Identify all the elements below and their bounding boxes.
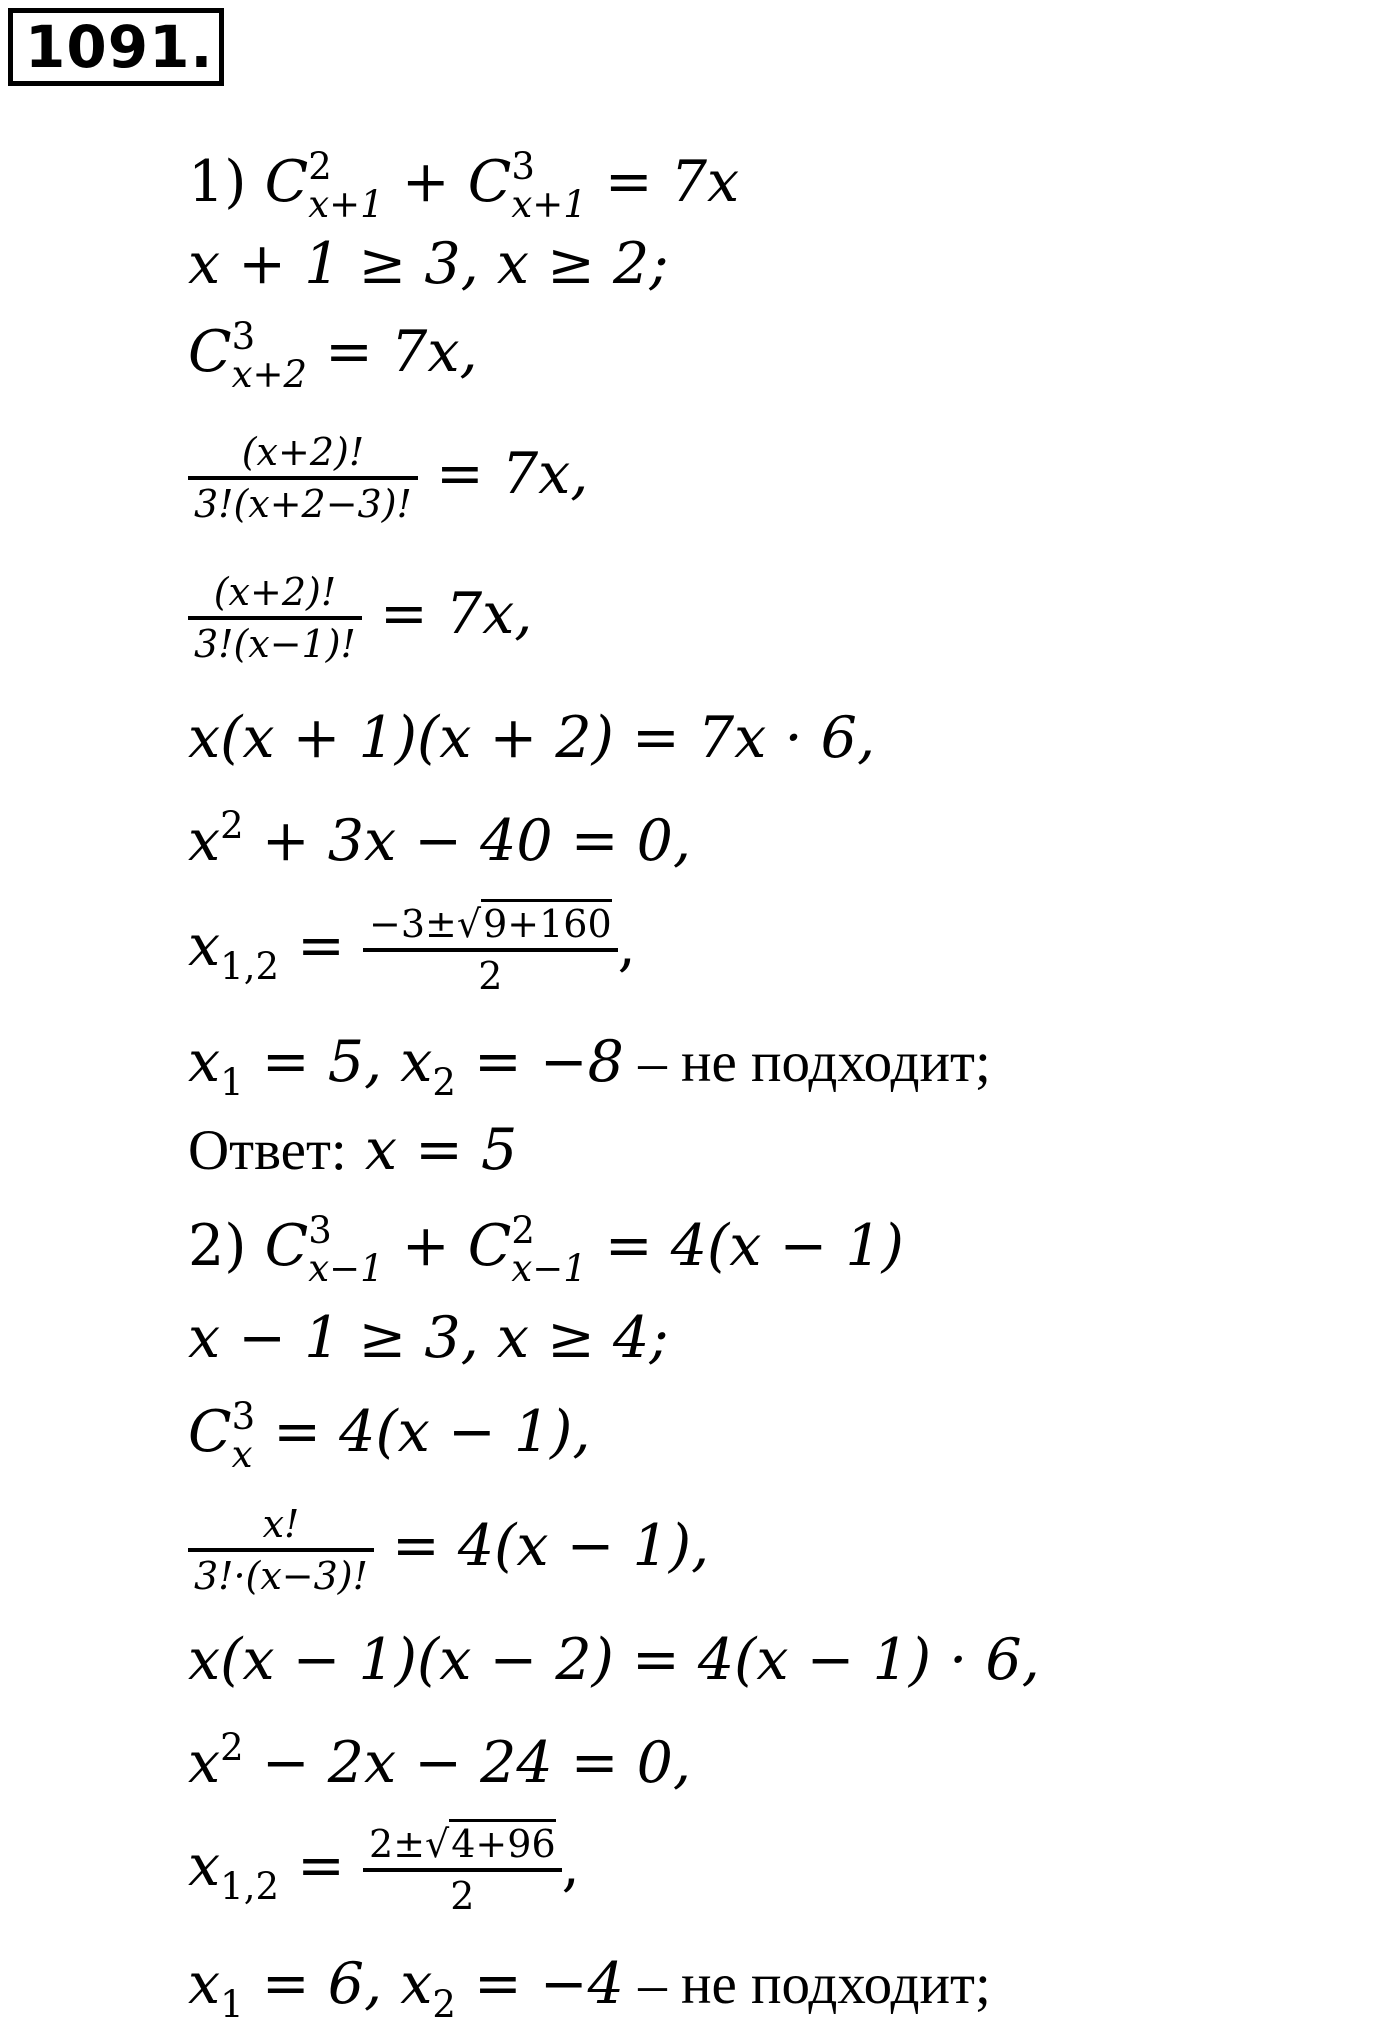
- subscript: 2: [432, 1061, 456, 1104]
- binom-sup: 2: [511, 1209, 535, 1252]
- exponent: 2: [220, 804, 244, 847]
- p1-line-7: [188, 794, 691, 873]
- equation-rhs: = 7x: [604, 149, 740, 216]
- subscript: 1: [220, 1061, 244, 1104]
- binom-sub: x−1: [511, 1247, 587, 1290]
- p2-line-2: x − 1 ≥ 3, x ≥ 4;: [188, 1305, 669, 1371]
- binom-script: [231, 315, 308, 396]
- fraction: [188, 568, 362, 668]
- equation-part: = −4: [474, 1951, 624, 2017]
- equation-rhs: = 7x,: [379, 581, 533, 648]
- binom-c: C: [188, 1399, 232, 1466]
- comma: ,: [617, 913, 636, 980]
- p1-line-1: [188, 145, 740, 226]
- var-x: x: [188, 913, 221, 980]
- exponent: 2: [220, 1726, 244, 1769]
- fraction-denominator: 3!(x+2−3)!: [194, 482, 412, 526]
- p2-line-6: [188, 1716, 691, 1795]
- var-x: x: [188, 1730, 221, 1796]
- binom-c: C: [264, 149, 309, 216]
- binom-sub: x+1: [511, 183, 587, 226]
- fraction-denominator: 2: [478, 954, 503, 998]
- p2-line-7: [188, 1820, 580, 1920]
- binom-sub: x−1: [308, 1247, 384, 1290]
- p1-line-6: x(x + 1)(x + 2) = 7x · 6,: [188, 705, 876, 771]
- equals-sign: =: [297, 913, 345, 980]
- equation-rhs: = 7x,: [435, 441, 589, 508]
- binom-sup: 2: [308, 145, 332, 188]
- fraction-numerator: (x+2)!: [188, 428, 418, 480]
- binom-c: C: [467, 1213, 512, 1280]
- p2-label: 2): [188, 1213, 247, 1280]
- equation-part: = 5, x: [261, 1029, 433, 1095]
- answer-value: x = 5: [364, 1117, 518, 1183]
- fraction-denominator: 3!(x−1)!: [194, 622, 356, 666]
- p2-line-8: [188, 1952, 991, 2037]
- comma: ,: [561, 1833, 580, 1900]
- subscript: 1: [220, 1983, 244, 2026]
- var-x: x: [188, 808, 221, 874]
- subscript: 1,2: [220, 945, 279, 989]
- binom-c: C: [188, 319, 232, 386]
- rejection-note: – не подходит;: [623, 1953, 991, 2016]
- binom-script: [511, 1209, 587, 1290]
- fraction-numerator: 2±√: [369, 1822, 450, 1866]
- equation-rhs: = 4(x − 1),: [392, 1513, 710, 1580]
- fraction-denominator: 2: [450, 1874, 475, 1918]
- subscript: 2: [432, 1983, 456, 2026]
- p1-line-9: [188, 1030, 991, 1115]
- p2-line-5: x(x − 1)(x − 2) = 4(x − 1) · 6,: [188, 1627, 1040, 1693]
- equation-rest: − 2x − 24 = 0,: [261, 1730, 692, 1796]
- radicand: 9+160: [481, 899, 612, 946]
- var-x: x: [188, 1951, 221, 2017]
- p2-line-1: [188, 1209, 904, 1290]
- equation-rhs: = 4(x − 1): [604, 1213, 904, 1280]
- rejection-note: – не подходит;: [623, 1031, 991, 1094]
- binom-script: [308, 1209, 384, 1290]
- equation-part: = −8: [474, 1029, 624, 1095]
- binom-c: C: [264, 1213, 309, 1280]
- p1-line-2: x + 1 ≥ 3, x ≥ 2;: [188, 231, 669, 297]
- binom-sup: 3: [231, 315, 256, 358]
- p2-line-4: [188, 1500, 709, 1600]
- binom-script: [511, 145, 587, 226]
- binom-sub: x+1: [308, 183, 384, 226]
- fraction: [363, 900, 618, 1000]
- fraction: [188, 428, 418, 528]
- fraction-numerator: (x+2)!: [188, 568, 362, 620]
- equation-rhs: = 7x,: [325, 319, 478, 386]
- p1-answer: [188, 1118, 517, 1183]
- equals-sign: =: [297, 1833, 345, 1900]
- equation-part: = 6, x: [261, 1951, 433, 2017]
- p1-label: 1): [188, 149, 247, 216]
- equation-rhs: = 4(x − 1),: [273, 1399, 591, 1466]
- binom-sub: x: [231, 1433, 253, 1476]
- var-x: x: [188, 1833, 221, 1900]
- p1-line-3: [188, 315, 478, 396]
- p1-line-8: [188, 900, 636, 1000]
- p1-line-5: [188, 568, 532, 668]
- fraction-numerator: −3±√: [369, 902, 482, 946]
- binom-sub: x+2: [231, 353, 308, 396]
- binom-script: [231, 1395, 256, 1476]
- radicand: 4+96: [449, 1819, 555, 1866]
- binom-script: [308, 145, 384, 226]
- answer-label: Ответ:: [188, 1119, 347, 1182]
- equation-rest: + 3x − 40 = 0,: [261, 808, 692, 874]
- var-x: x: [188, 1029, 221, 1095]
- p2-line-3: [188, 1395, 591, 1476]
- binom-c: C: [467, 149, 512, 216]
- binom-sup: 3: [511, 145, 535, 188]
- problem-number-badge: 1091.: [8, 8, 224, 86]
- binom-sup: 3: [231, 1395, 256, 1438]
- fraction: [363, 1820, 562, 1920]
- plus-sign: +: [401, 1213, 450, 1280]
- fraction: [188, 1500, 374, 1600]
- p1-line-4: [188, 428, 588, 528]
- subscript: 1,2: [220, 1865, 279, 1909]
- plus-sign: +: [401, 149, 450, 216]
- binom-sup: 3: [308, 1209, 332, 1252]
- fraction-denominator: 3!·(x−3)!: [194, 1554, 368, 1598]
- fraction-numerator: x!: [188, 1500, 374, 1552]
